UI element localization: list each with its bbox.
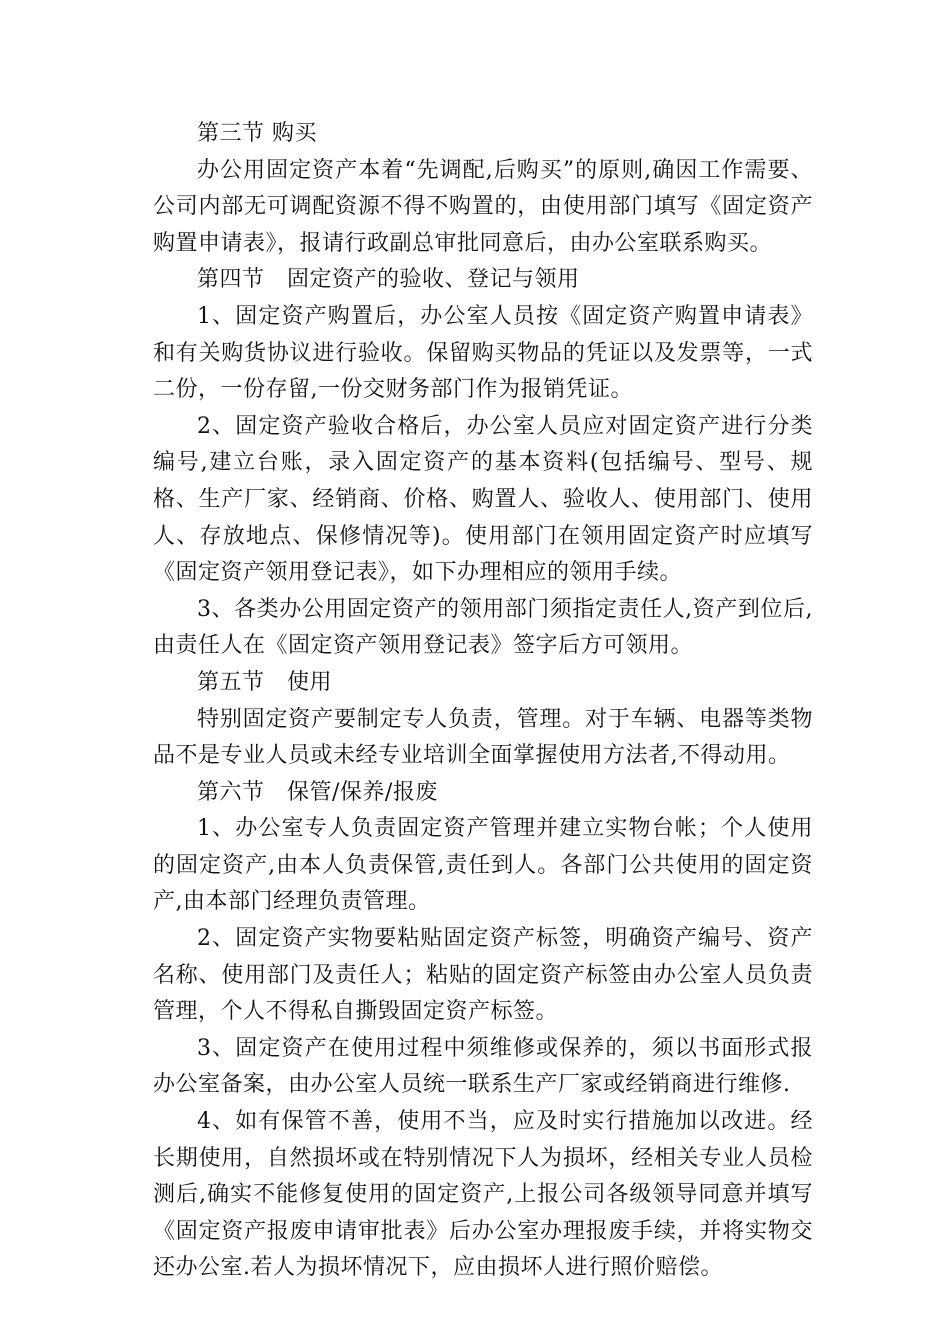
section-5-heading: 第五节 使用 [197, 669, 333, 695]
section-5-paragraph: 特别固定资产要制定专人负责，管理。对于车辆、电器等类物品不是专业人员或未经专业培训全面掌握使用方法者,不得动用。 [153, 706, 813, 769]
section-3-paragraph: 办公用固定资产本着“先调配,后购买”的原则,确因工作需要、公司内部无可调配资源不得不购置的，由使用部门填写《固定资产购置申请表》，报请行政副总审批同意后，由办公室联系购买。 [153, 157, 813, 256]
section-6-heading: 第六节 保管/保养/报废 [197, 779, 438, 805]
section-4-item-1: 1、固定资产购置后，办公室人员按《固定资产购置申请表》和有关购货协议进行验收。保留购买物品的凭证以及发票等，一式二份，一份存留,一份交财务部门作为报销凭证。 [153, 303, 813, 403]
section-6-item-1: 1、办公室专人负责固定资产管理并建立实物台帐；个人使用的固定资产,由本人负责保管,责任到人。各部门公共使用的固定资产,由本部门经理负责管理。 [153, 816, 813, 915]
section-6-item-3: 3、固定资产在使用过程中须维修或保养的，须以书面形式报办公室备案，由办公室人员统一联系生产厂家或经销商进行维修. [153, 1035, 813, 1098]
section-4-heading: 第四节 固定资产的验收、登记与领用 [197, 267, 580, 293]
section-4-item-2: 2、固定资产验收合格后，办公室人员应对固定资产进行分类编号,建立台账，录入固定资产的基本资料(包括编号、型号、规格、生产厂家、经销商、价格、购置人、验收人、使用部门、使用人、存放地点、保修情况等)。使用部门在领用固定资产时应填写《固定资产领用登记表》，如下办理相应的领用手续。 [153, 413, 813, 586]
document-body [153, 116, 813, 1287]
section-3-heading: 第三节 购买 [197, 121, 317, 146]
section-4-item-3: 3、各类办公用固定资产的领用部门须指定责任人,资产到位后,由责任人在《固定资产领用登记表》签字后方可领用。 [153, 596, 813, 659]
section-6-item-2: 2、固定资产实物要粘贴固定资产标签，明确资产编号、资产名称、使用部门及责任人；粘贴的固定资产标签由办公室人员负责管理，个人不得私自撕毁固定资产标签。 [153, 926, 813, 1025]
section-6-item-4: 4、如有保管不善，使用不当，应及时实行措施加以改进。经长期使用，自然损坏或在特别情况下人为损坏，经相关专业人员检测后,确实不能修复使用的固定资产,上报公司各级领导同意并填写《固定资产报废申请审批表》后办公室办理报废手续，并将实物交还办公室.若人为损坏情况下，应由损坏人进行照价赔偿。 [153, 1109, 813, 1281]
